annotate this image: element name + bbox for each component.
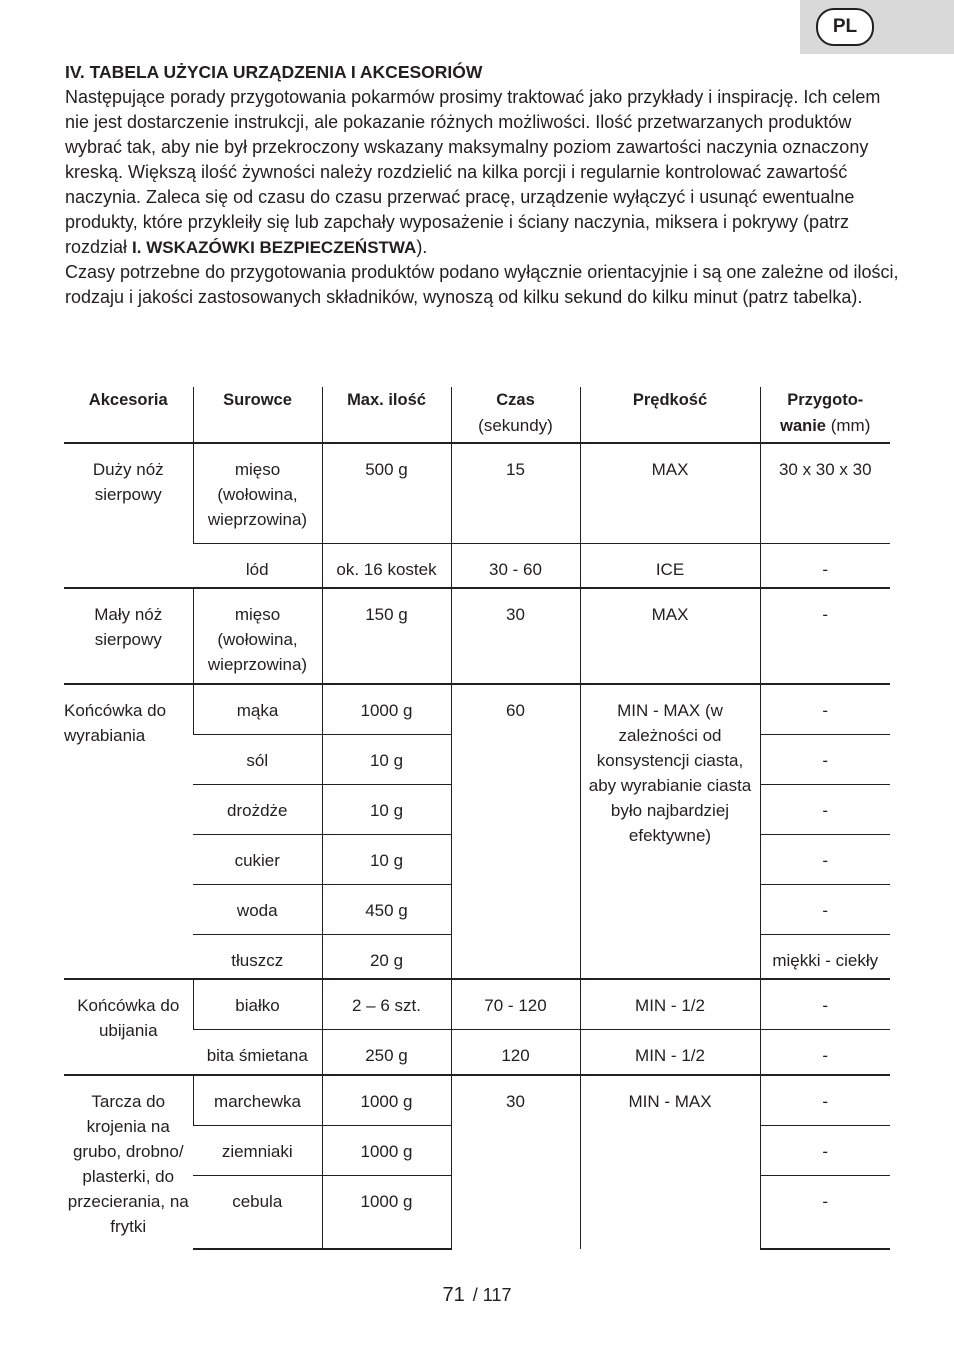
prep-cell: -	[760, 1175, 890, 1249]
prep-cell: -	[760, 1075, 890, 1125]
language-tab	[800, 0, 954, 54]
header-surowce: Surowce	[193, 387, 322, 443]
max-cell: 150 g	[322, 588, 451, 684]
intro-paragraph	[65, 85, 900, 260]
times-paragraph: Czasy potrzebne do przygotowania produktów podano wyłącznie orientacyjnie i są one zależne od ilości, rodzaju i jakości zastosowanych składników, wynoszą od kilku sekund do kilku minut (patrz tabelka).	[65, 262, 899, 307]
accessory-cell: Duży nóż sierpowy	[64, 443, 193, 588]
time-cell: 30	[451, 588, 580, 684]
language-badge: PL	[816, 8, 874, 46]
max-cell: 1000 g	[322, 1175, 451, 1249]
intro-section	[65, 60, 900, 310]
ingredient-cell: mięso (wołowina, wieprzowina)	[193, 588, 322, 684]
table-row	[64, 1075, 890, 1125]
prep-cell: -	[760, 884, 890, 934]
header-akcesoria: Akcesoria	[88, 391, 168, 409]
ingredient-cell: białko	[193, 979, 322, 1029]
speed-cell: MIN - MAX	[580, 1075, 760, 1249]
max-cell: 10 g	[322, 734, 451, 784]
table-row	[64, 443, 890, 543]
max-cell: 10 g	[322, 834, 451, 884]
intro-text: Następujące porady przygotowania pokarmów prosimy traktować jako przykłady i inspirację. Ich celem nie jest dostarczenie instrukcji, ale pokazanie różnych możliwości. Ilość przetwarzanych produktów wybrać tak, aby nie był przekroczony wskazany maksymalny poziom zawartości naczynia oznaczony kreską. Większą ilość żywności należy rozdzielić na kilka porcji i regularnie kontrolować zawartość naczynia. Zaleca się od czasu do czasu przerwać pracę, urządzenie wyłączyć i usunąć ewentualne produkty, które przykleiły się lub zapchały wyposażenie i ściany naczynia, miksera i pokrywy (patrz rozdział	[65, 87, 881, 257]
prep-cell: -	[760, 543, 890, 588]
time-cell: 70 - 120	[451, 979, 580, 1029]
prep-cell: -	[760, 684, 890, 734]
ingredient-cell: tłuszcz	[193, 934, 322, 979]
header-max: Max. ilość	[322, 387, 451, 443]
max-cell: 2 – 6 szt.	[322, 979, 451, 1029]
time-cell: 15	[451, 443, 580, 543]
ingredient-cell: ziemniaki	[193, 1125, 322, 1175]
time-cell: 30	[451, 1075, 580, 1249]
header-predkosc: Prędkość	[580, 387, 760, 443]
time-cell: 30 - 60	[451, 543, 580, 588]
speed-cell: MAX	[580, 443, 760, 543]
speed-cell: MAX	[580, 588, 760, 684]
page-footer	[0, 1284, 954, 1307]
prep-cell: 30 x 30 x 30	[760, 443, 890, 543]
max-cell: 1000 g	[322, 1125, 451, 1175]
ingredient-cell: woda	[193, 884, 322, 934]
max-cell: 20 g	[322, 934, 451, 979]
speed-cell: ICE	[580, 543, 760, 588]
accessory-cell: Mały nóż sierpowy	[64, 588, 193, 684]
prep-cell: -	[760, 1125, 890, 1175]
ingredient-cell: bita śmietana	[193, 1029, 322, 1075]
max-cell: 10 g	[322, 784, 451, 834]
header-czas: Czas (sekundy)	[451, 387, 580, 443]
ingredient-cell: mąka	[193, 684, 322, 734]
table-row	[64, 979, 890, 1029]
prep-cell: -	[760, 588, 890, 684]
section-heading: IV. TABELA UŻYCIA URZĄDZENIA I AKCESORIÓW	[65, 62, 483, 82]
accessories-table	[64, 387, 890, 1250]
speed-cell: MIN - 1/2	[580, 979, 760, 1029]
ingredient-cell: cebula	[193, 1175, 322, 1249]
max-cell: 250 g	[322, 1029, 451, 1075]
safety-chapter-reference: I. WSKAZÓWKI BEZPIECZEŃSTWA	[132, 238, 417, 257]
ingredient-cell: sól	[193, 734, 322, 784]
prep-cell: miękki - ciekły	[760, 934, 890, 979]
prep-cell: -	[760, 979, 890, 1029]
header-przygotowanie: Przygoto- wanie (mm)	[760, 387, 890, 443]
max-cell: 1000 g	[322, 1075, 451, 1125]
max-cell: 500 g	[322, 443, 451, 543]
page-total: / 117	[472, 1285, 512, 1305]
ingredient-cell: cukier	[193, 834, 322, 884]
ingredient-cell: mięso (wołowina, wieprzowina)	[193, 443, 322, 543]
accessory-cell: Końcówka do wyrabiania	[64, 684, 193, 979]
accessory-cell: Końcówka do ubijania	[64, 979, 193, 1075]
max-cell: ok. 16 kostek	[322, 543, 451, 588]
table-row	[64, 684, 890, 734]
table-row	[64, 588, 890, 684]
speed-cell: MIN - MAX (w zależności od konsystencji ciasta, aby wyrabianie ciasta było najbardziej efektywne)	[580, 684, 760, 979]
page-number: 71	[442, 1284, 465, 1306]
prep-cell: -	[760, 734, 890, 784]
ingredient-cell: drożdże	[193, 784, 322, 834]
max-cell: 450 g	[322, 884, 451, 934]
table-header-row	[64, 387, 890, 443]
intro-text-end: ).	[416, 237, 428, 257]
ingredient-cell: marchewka	[193, 1075, 322, 1125]
prep-cell: -	[760, 834, 890, 884]
time-cell: 60	[451, 684, 580, 979]
time-cell: 120	[451, 1029, 580, 1075]
prep-cell: -	[760, 1029, 890, 1075]
speed-cell: MIN - 1/2	[580, 1029, 760, 1075]
prep-cell: -	[760, 784, 890, 834]
max-cell: 1000 g	[322, 684, 451, 734]
ingredient-cell: lód	[193, 543, 322, 588]
accessory-cell: Tarcza do krojenia na grubo, drobno/ plasterki, do przecierania, na frytki	[64, 1075, 193, 1249]
